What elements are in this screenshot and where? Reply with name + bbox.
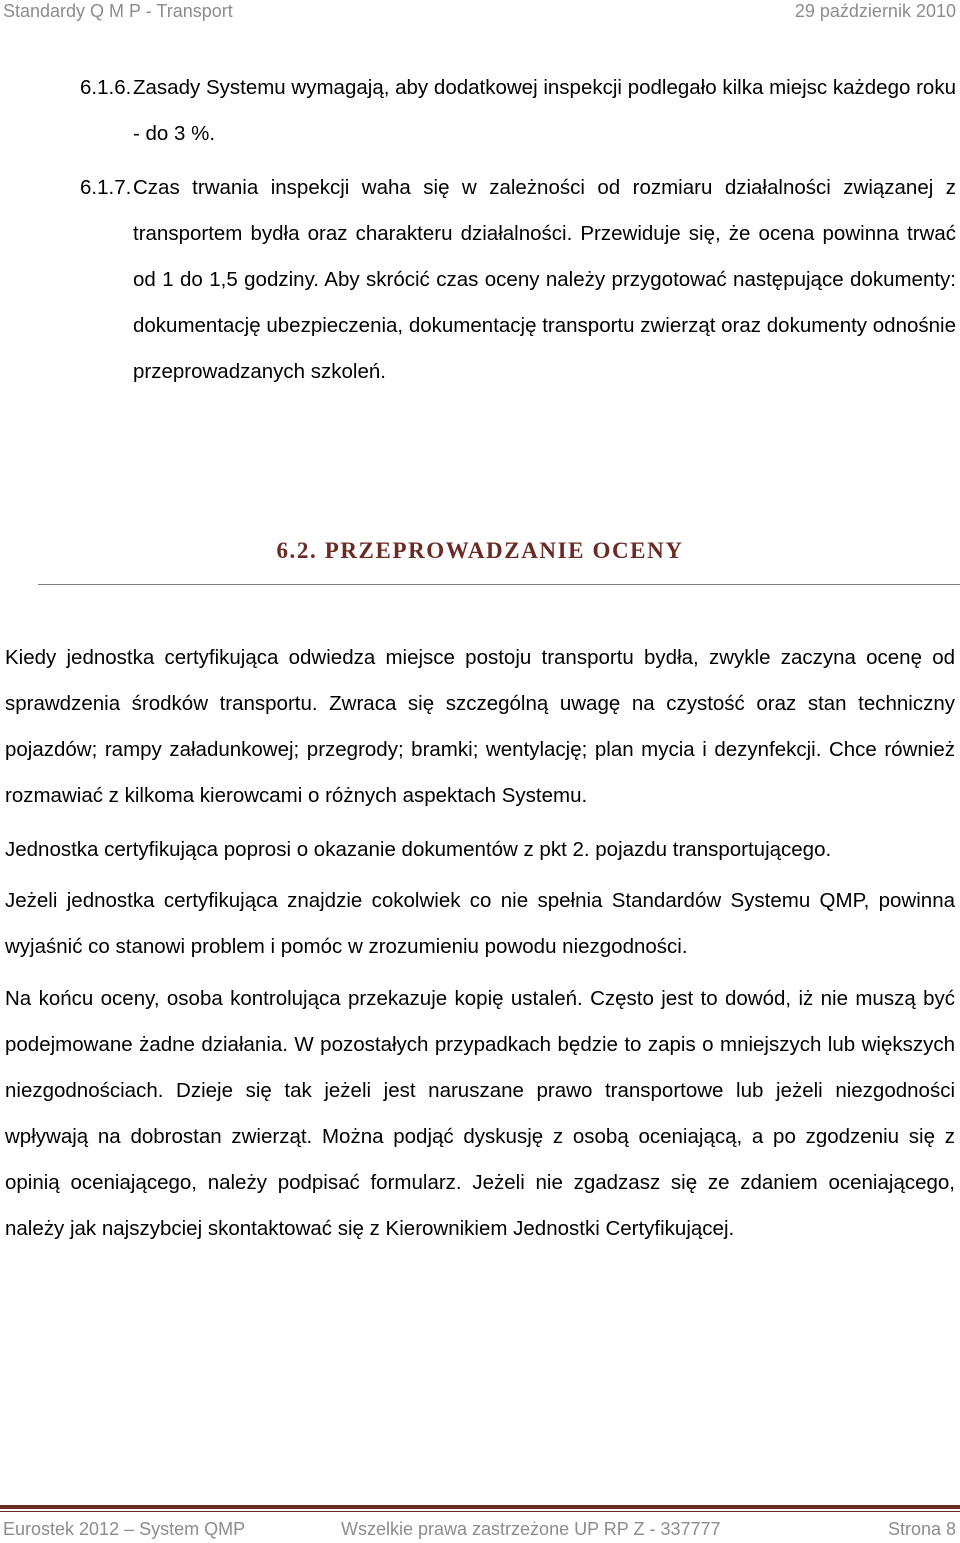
item-number: 6.1.6. — [80, 76, 132, 99]
header-date: 29 październik 2010 — [794, 1, 956, 21]
footer-copyright: Wszelkie prawa zastrzeżone UP RP Z - 337777 — [341, 1519, 721, 1539]
list-item-6-1-7 — [80, 165, 956, 395]
paragraph-assessment-start: Kiedy jednostka certyfikująca odwiedza miejsce postoju transportu bydła, zwykle zaczyna ocenę od sprawdzenia środków transportu. Zwraca się szczególną uwagę na czystość oraz stan techniczny pojazdów; rampy załadunkowej; przegrody; bramki; wentylację; plan mycia i dezynfekcji. Chce również rozmawiać z kilkoma kierowcami o różnych aspektach Systemu. — [5, 646, 955, 807]
item-number: 6.1.7. — [80, 176, 132, 199]
section-heading: 6.2. PRZEPROWADZANIE OCENY — [276, 538, 684, 563]
section-divider — [38, 584, 960, 585]
page-header — [0, 0, 960, 26]
footer-divider-thin — [0, 1511, 960, 1512]
item-text: Zasady Systemu wymagają, aby dodatkowej inspekcji podlegało kilka miejsc każdego roku - do 3 %. — [133, 76, 956, 145]
item-text: Czas trwania inspekcji waha się w zależności od rozmiaru działalności związanej z transportem bydła oraz charakteru działalności. Przewiduje się, że ocena powinna trwać od 1 do 1,5 godziny. Aby skrócić czas oceny należy przygotować następujące dokumenty: dokumentację ubezpieczenia, dokumentację transportu zwierząt oraz dokumenty odnośnie przeprowadzanych szkoleń. — [133, 176, 956, 383]
paragraph-nonconformity: Jeżeli jednostka certyfikująca znajdzie cokolwiek co nie spełnia Standardów Systemu QMP, powinna wyjaśnić co stanowi problem i pomóc w zrozumieniu powodu niezgodności. — [5, 889, 955, 958]
page-footer — [0, 1519, 960, 1543]
paragraph-documents: Jednostka certyfikująca poprosi o okazanie dokumentów z pkt 2. pojazdu transportującego. — [5, 838, 832, 861]
footer-system-name: Eurostek 2012 – System QMP — [3, 1519, 246, 1539]
paragraph-end-of-assessment: Na końcu oceny, osoba kontrolująca przekazuje kopię ustaleń. Często jest to dowód, iż nie muszą być podejmowane żadne działania. W pozostałych przypadkach będzie to zapis o mniejszych lub większych niezgodnościach. Dzieje się tak jeżeli jest naruszane prawo transportowe lub jeżeli niezgodności wpływają na dobrostan zwierząt. Można podjąć dyskusję z osobą oceniającą, a po zgodzeniu się z opinią oceniającego, należy podpisać formularz. Jeżeli nie zgadzasz się ze zdaniem oceniającego, należy jak najszybciej skontaktować się z Kierownikiem Jednostki Certyfikującej. — [5, 987, 955, 1240]
list-item-6-1-6 — [80, 65, 956, 157]
footer-page-number: Strona 8 — [887, 1519, 956, 1539]
header-document-title: Standardy Q M P - Transport — [3, 1, 233, 21]
footer-divider-thick — [0, 1505, 960, 1509]
